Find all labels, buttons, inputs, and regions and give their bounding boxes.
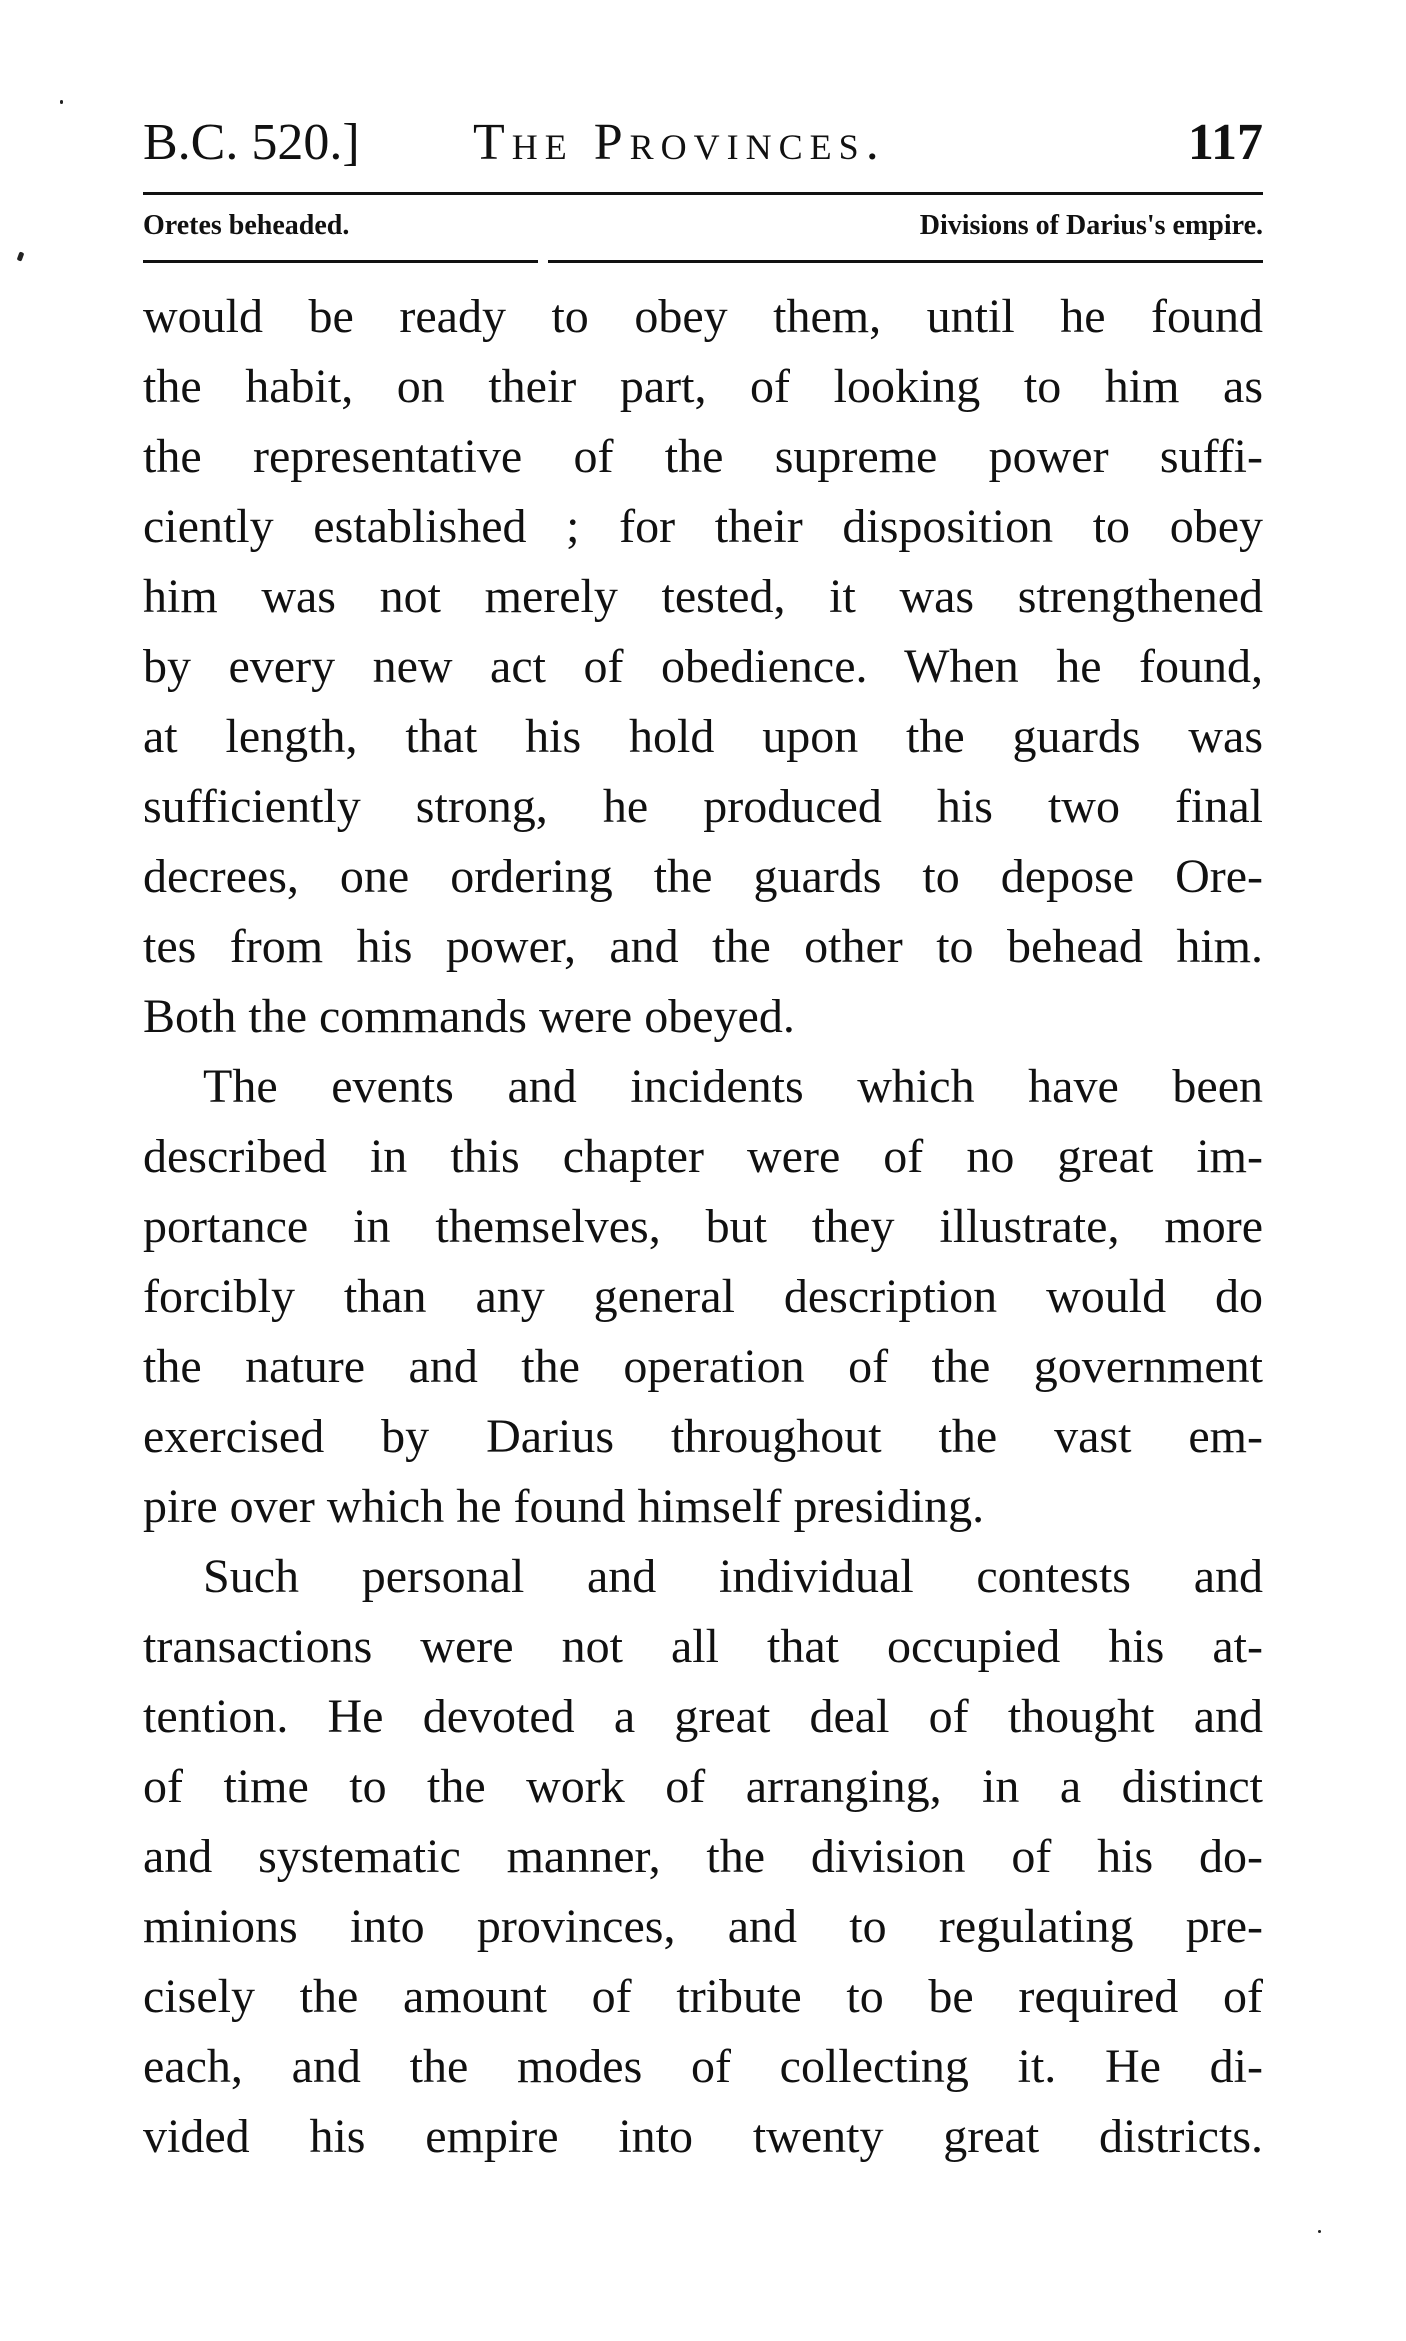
text-line: would be ready to obey them, until he found xyxy=(143,290,1263,343)
text-line: exercised by Darius throughout the vast em- xyxy=(143,1410,1263,1463)
text-line: pire over which he found himself presiding. xyxy=(143,1480,985,1533)
header-date: B.C. 520.] xyxy=(143,114,360,171)
text-line: ciently established ; for their disposition to obey xyxy=(143,500,1263,553)
paragraph-1 xyxy=(143,282,1263,1052)
text-line: tes from his power, and the other to behead him. xyxy=(143,920,1263,973)
side-note-right: Divisions of Darius's empire. xyxy=(919,210,1263,241)
running-head xyxy=(143,108,1263,178)
text-line: Both the commands were obeyed. xyxy=(143,990,795,1043)
text-line: forcibly than any general description would do xyxy=(143,1270,1263,1323)
text-line: him was not merely tested, it was strengthened xyxy=(143,570,1263,623)
text-line: vided his empire into twenty great districts. xyxy=(143,2110,1263,2163)
print-speck xyxy=(17,251,25,261)
header-rule xyxy=(143,192,1263,195)
text-line: decrees, one ordering the guards to depose Ore- xyxy=(143,850,1263,903)
side-notes xyxy=(143,204,1263,248)
text-line: Such personal and individual contests and xyxy=(203,1550,1263,1603)
text-line: and systematic manner, the division of his do- xyxy=(143,1830,1263,1883)
side-note-rule-left xyxy=(143,260,538,263)
body-text xyxy=(143,282,1263,2172)
header-title: The Provinces. xyxy=(473,114,886,171)
page-number: 117 xyxy=(1187,114,1263,171)
text-line: cisely the amount of tribute to be required of xyxy=(143,1970,1263,2023)
text-line: by every new act of obedience. When he found, xyxy=(143,640,1263,693)
print-speck xyxy=(60,100,63,104)
text-line: of time to the work of arranging, in a distinct xyxy=(143,1760,1263,1813)
text-line: described in this chapter were of no great im- xyxy=(143,1130,1263,1183)
paragraph-2 xyxy=(143,1052,1263,1542)
text-line: tention. He devoted a great deal of thought and xyxy=(143,1690,1263,1743)
text-line: at length, that his hold upon the guards was xyxy=(143,710,1263,763)
text-line: the representative of the supreme power suffi- xyxy=(143,430,1263,483)
text-line: The events and incidents which have been xyxy=(203,1060,1263,1113)
text-line: sufficiently strong, he produced his two final xyxy=(143,780,1263,833)
text-line: the nature and the operation of the government xyxy=(143,1340,1263,1393)
print-speck xyxy=(1318,2230,1321,2233)
text-line: the habit, on their part, of looking to him as xyxy=(143,360,1263,413)
text-line: transactions were not all that occupied his at- xyxy=(143,1620,1263,1673)
text-line: each, and the modes of collecting it. He di- xyxy=(143,2040,1263,2093)
text-line: minions into provinces, and to regulating pre- xyxy=(143,1900,1263,1953)
side-note-rule-right xyxy=(548,260,1263,263)
side-note-left: Oretes beheaded. xyxy=(143,210,350,241)
text-line: portance in themselves, but they illustrate, more xyxy=(143,1200,1263,1253)
paragraph-3 xyxy=(143,1542,1263,2172)
